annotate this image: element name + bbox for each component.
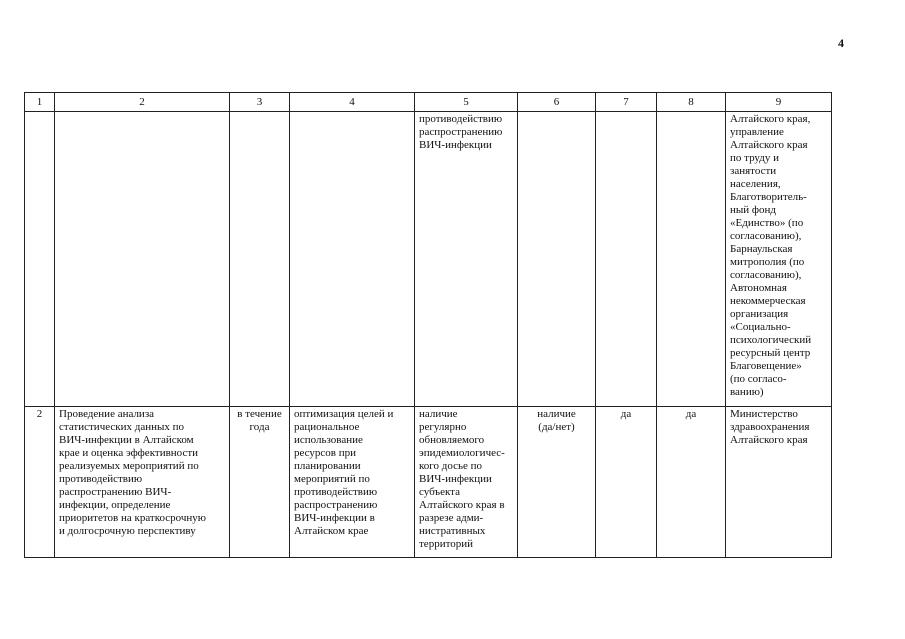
column-header: 1	[25, 93, 55, 112]
cell-indicator: наличие регулярно обновляемого эпидемиологичес- кого досье по ВИЧ-инфекции субъекта Алтайского края в разрезе адми- нистративных территорий	[415, 407, 518, 558]
cell-value-2	[657, 112, 726, 407]
cell-responsible: Алтайского края, управление Алтайского края по труду и занятости населения, Благотворитель- ный фонд «Единство» (по согласованию), Барнаульская митрополия (по согласованию), Автономная некоммерческая организация «Социально- психологический ресурсный центр Благовещение» (по согласо- ванию)	[726, 112, 832, 407]
column-header: 3	[230, 93, 290, 112]
table-row	[25, 112, 832, 407]
column-header: 8	[657, 93, 726, 112]
cell-measure: Проведение анализа статистических данных по ВИЧ-инфекции в Алтайском крае и оценка эффективности реализуемых мероприятий по противодействию распространению ВИЧ- инфекции, определение приоритетов на краткосрочную и долгосрочную перспективу	[55, 407, 230, 558]
cell-expected-result	[290, 112, 415, 407]
column-header: 6	[518, 93, 596, 112]
cell-responsible: Министерство здравоохранения Алтайского края	[726, 407, 832, 558]
cell-unit: наличие (да/нет)	[518, 407, 596, 558]
cell-value-1: да	[596, 407, 657, 558]
table-header-row	[25, 93, 832, 112]
page-number: 4	[838, 36, 844, 50]
table-row	[25, 407, 832, 558]
column-header: 5	[415, 93, 518, 112]
cell-number: 2	[25, 407, 55, 558]
column-header: 2	[55, 93, 230, 112]
cell-indicator: противодействию распространению ВИЧ-инфекции	[415, 112, 518, 407]
cell-value-1	[596, 112, 657, 407]
cell-measure	[55, 112, 230, 407]
column-header: 9	[726, 93, 832, 112]
cell-number	[25, 112, 55, 407]
cell-unit	[518, 112, 596, 407]
measures-table	[24, 92, 832, 558]
cell-expected-result: оптимизация целей и рациональное использование ресурсов при планировании мероприятий по противодействию распространению ВИЧ-инфекции в Алтайском крае	[290, 407, 415, 558]
cell-period	[230, 112, 290, 407]
column-header: 4	[290, 93, 415, 112]
column-header: 7	[596, 93, 657, 112]
cell-period: в течение года	[230, 407, 290, 558]
cell-value-2: да	[657, 407, 726, 558]
